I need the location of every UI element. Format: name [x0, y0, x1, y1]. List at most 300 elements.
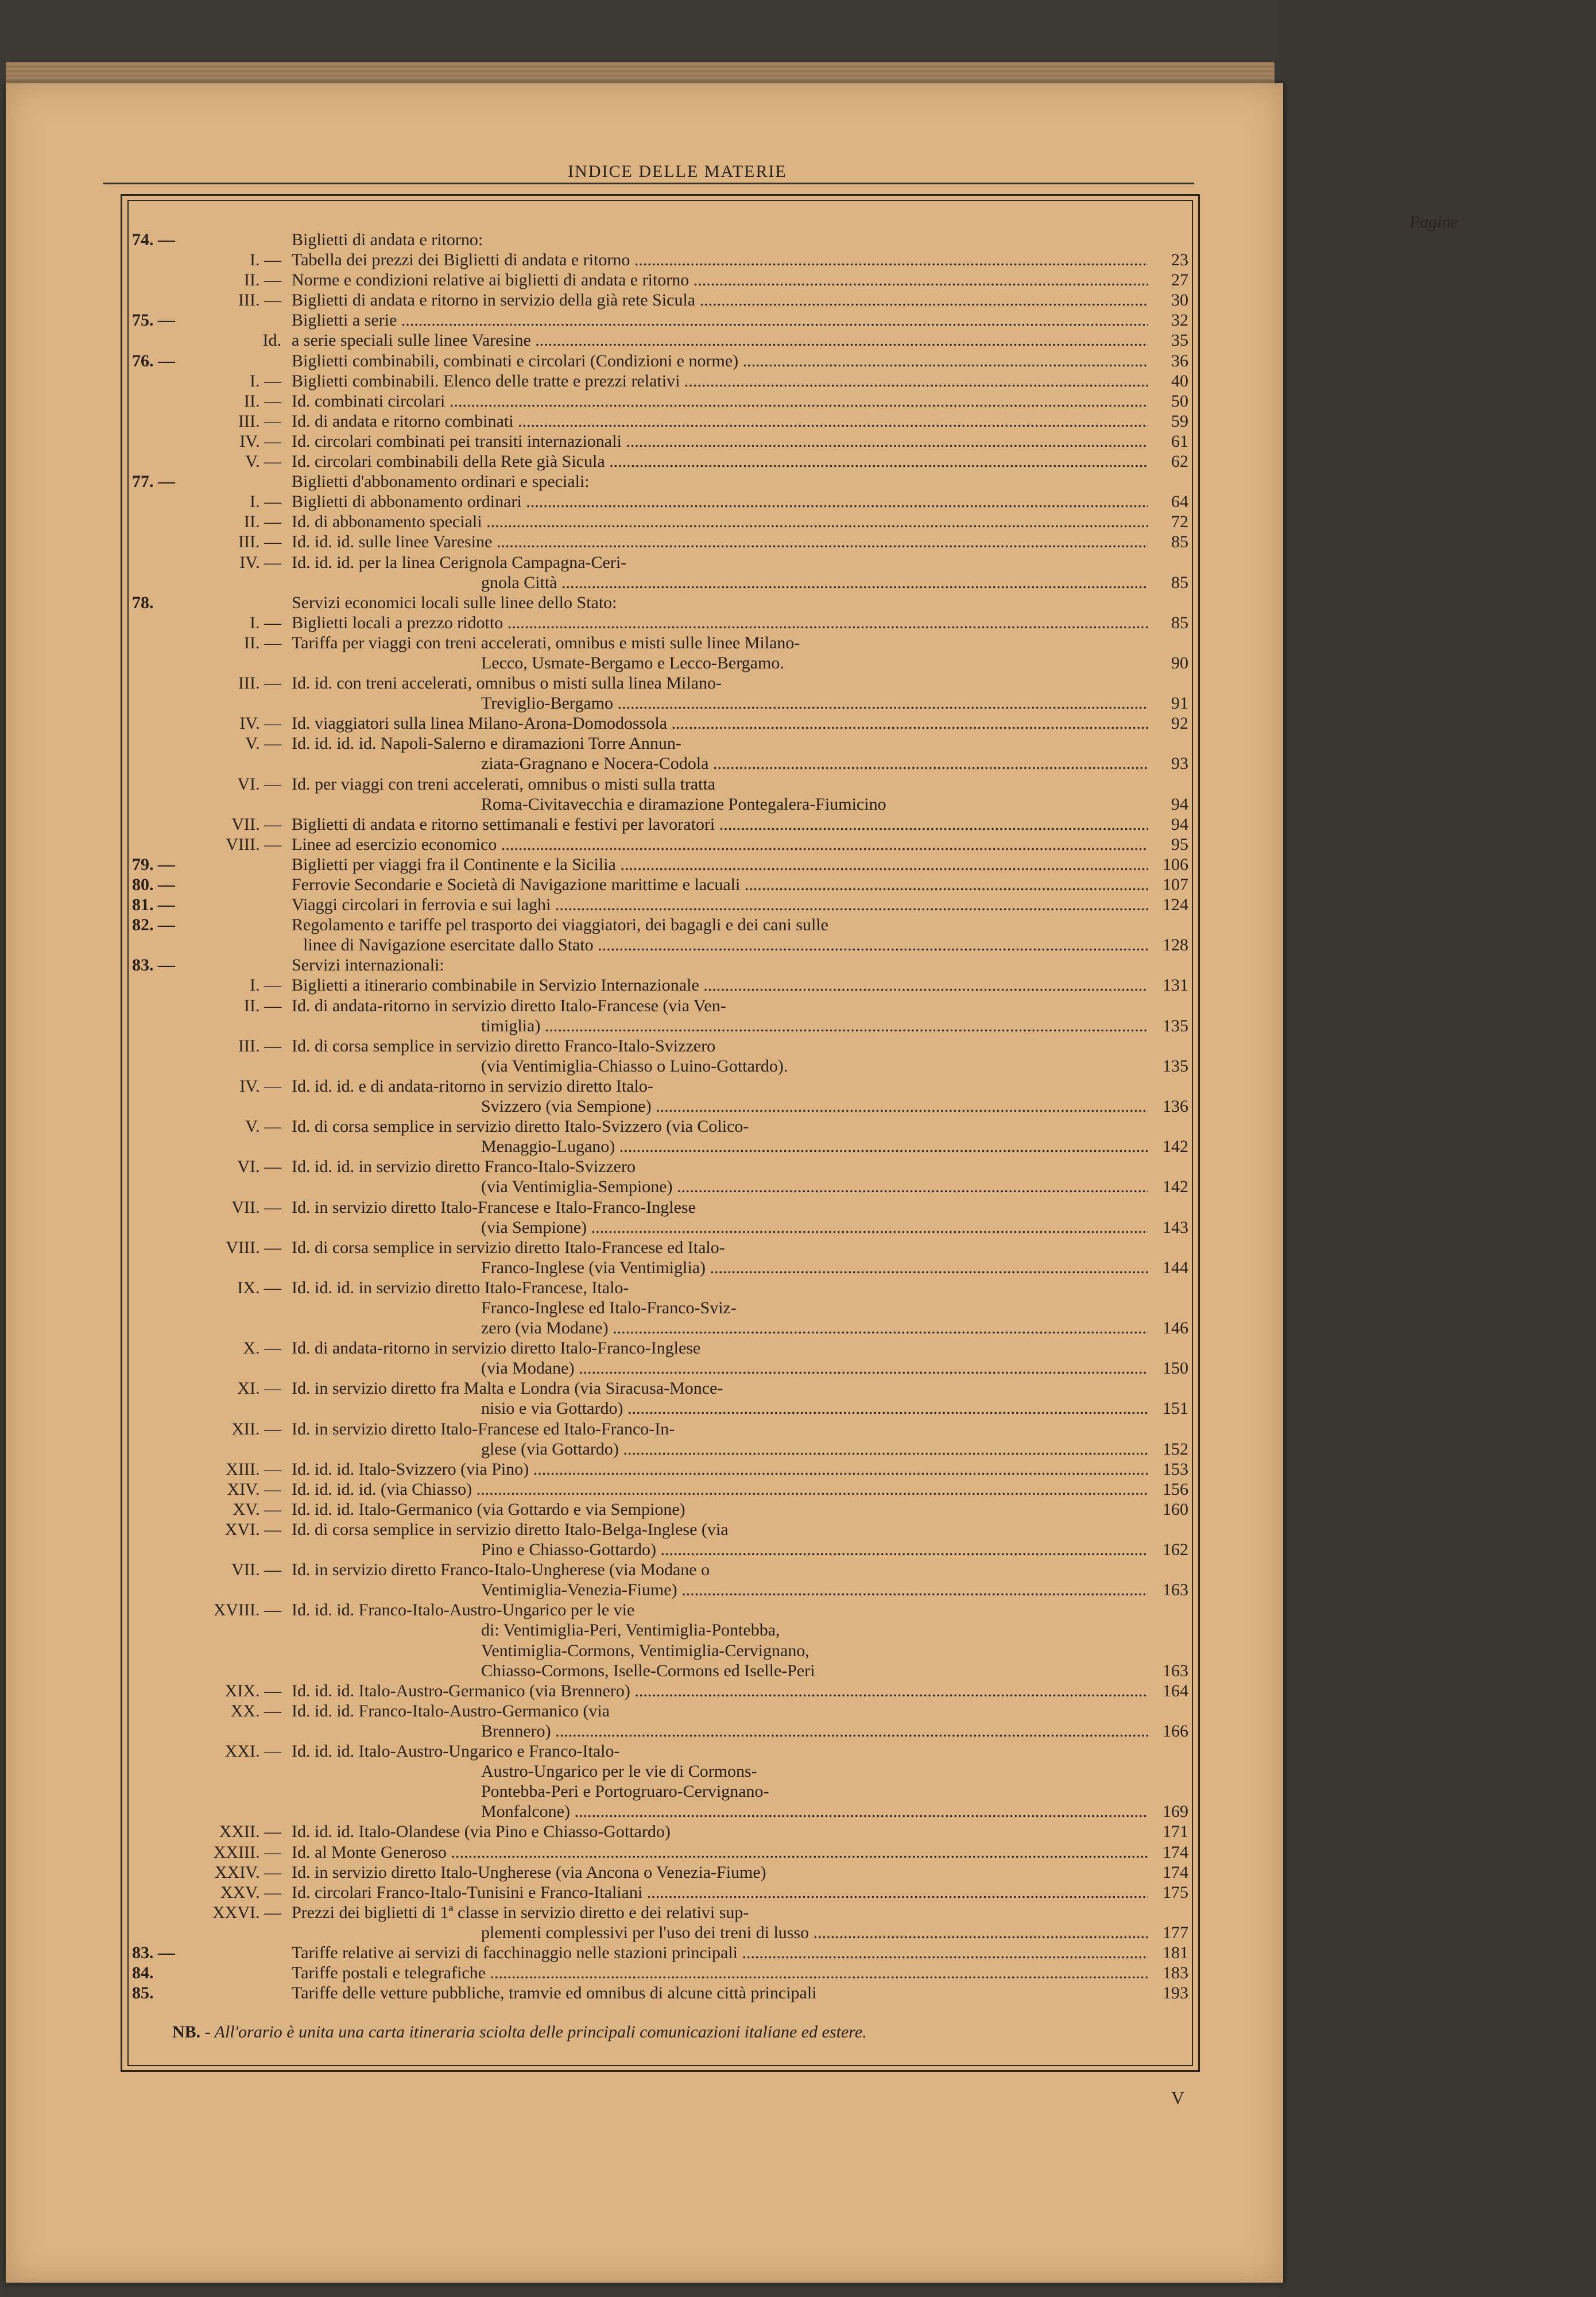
section-number — [132, 1661, 192, 1681]
subsection-number: XV. — — [233, 1499, 281, 1519]
footnote-label: NB. — [172, 2023, 201, 2041]
page-number: 128 — [1163, 935, 1188, 955]
page-number: 160 — [1163, 1499, 1188, 1519]
entry-title: timiglia) ..... — [292, 1016, 1148, 1036]
entry-title: Linee ad esercizio economico ..... — [292, 834, 1148, 854]
subsection-number: I. — — [250, 492, 281, 512]
toc-row — [132, 1096, 1188, 1116]
subsection-number: XXV. — — [220, 1882, 281, 1902]
section-number: 81. — — [132, 895, 175, 915]
toc-row — [132, 512, 1188, 532]
subsection-number: XIV. — — [227, 1479, 281, 1499]
section-number — [132, 451, 192, 471]
page-number: 32 — [1171, 311, 1188, 330]
page-number: 135 — [1163, 1056, 1188, 1076]
entry-title: Ventimiglia-Venezia-Fiume) ..... — [292, 1580, 1148, 1600]
entry-title: Prezzi dei biglietti di 1ª classe in servizio diretto e dei relativi sup- — [292, 1902, 749, 1922]
subsection-number: II. — — [244, 633, 281, 652]
section-number — [132, 1540, 192, 1560]
section-number — [132, 391, 192, 411]
subsection-number: I. — — [250, 371, 281, 390]
subsection-number — [192, 794, 292, 814]
section-number — [132, 290, 192, 310]
section-number — [132, 613, 192, 633]
page-number: 164 — [1163, 1681, 1188, 1700]
toc-row — [132, 1238, 1188, 1258]
section-number — [132, 1298, 192, 1318]
subsection-number — [192, 1580, 292, 1600]
page-number — [1148, 1741, 1188, 1761]
entry-title: Franco-Inglese (via Ventimiglia) ..... — [292, 1258, 1148, 1278]
toc-row — [132, 1560, 1188, 1580]
entry-title: (via Ventimiglia-Chiasso o Luino-Gottardo). — [481, 1056, 788, 1076]
subsection-number — [192, 1318, 292, 1338]
toc-row — [132, 1419, 1188, 1439]
entry-title: Norme e condizioni relative ai biglietti di andata e ritorno ..... — [292, 270, 1148, 290]
page-number: 62 — [1171, 452, 1188, 471]
entry-title: Id. di andata e ritorno combinati ..... — [292, 411, 1148, 431]
entry-title: Brennero) ..... — [292, 1721, 1148, 1741]
entry-title: di: Ventimiglia-Peri, Ventimiglia-Pontebba, — [481, 1621, 780, 1640]
subsection-number: Id. — [262, 331, 281, 350]
toc-row — [132, 411, 1188, 431]
toc-row — [132, 1056, 1188, 1076]
toc-row — [132, 1620, 1188, 1640]
page-number — [1148, 1781, 1188, 1801]
toc-row — [132, 1701, 1188, 1721]
entry-title: Franco-Inglese ed Italo-Franco-Sviz- — [481, 1298, 737, 1317]
page-number — [1148, 733, 1188, 753]
page-number: 107 — [1163, 875, 1188, 894]
entry-title: ziata-Gragnano e Nocera-Codola ..... — [292, 753, 1148, 774]
entry-title: Tariffe relative ai servizi di facchinaggio nelle stazioni principali ..... — [292, 1943, 1148, 1963]
entry-title: Id. di corsa semplice in servizio diretto Franco-Italo-Svizzero — [292, 1036, 716, 1055]
section-number — [132, 713, 192, 733]
subsection-number: II. — — [244, 391, 281, 411]
entry-title: Id. id. id. Italo-Austro-Germanico (via Brennero) ..... — [292, 1681, 1148, 1701]
subsection-number — [192, 351, 292, 371]
toc-row — [132, 1217, 1188, 1238]
section-number — [132, 1862, 192, 1882]
section-number — [132, 693, 192, 713]
entry-title: Id. in servizio diretto Italo-Francese ed Italo-Franco-In- — [292, 1419, 675, 1438]
section-number — [132, 1580, 192, 1600]
toc-row — [132, 875, 1188, 895]
entry-title: Biglietti a itinerario combinabile in Servizio Internazionale ..... — [292, 975, 1148, 995]
page-number — [1148, 1197, 1188, 1217]
toc-row — [132, 1540, 1188, 1560]
entry-title: Id. id. id. Italo-Svizzero (via Pino) ..... — [292, 1459, 1148, 1479]
page-number — [1148, 471, 1188, 492]
subsection-number — [192, 895, 292, 915]
entry-title: Chiasso-Cormons, Iselle-Cormons ed Iselle-Peri — [481, 1661, 815, 1680]
entry-title: Roma-Civitavecchia e diramazione Pontegalera-Fiumicino — [481, 794, 886, 814]
section-number — [132, 1096, 192, 1116]
toc-row — [132, 633, 1188, 653]
subsection-number — [192, 1721, 292, 1741]
section-number — [132, 371, 192, 391]
subsection-number: XIII. — — [226, 1459, 281, 1479]
entry-title: Id. id. con treni accelerati, omnibus o misti sulla linea Milano- — [292, 674, 722, 693]
toc-row — [132, 1499, 1188, 1519]
page-number: 92 — [1171, 714, 1188, 733]
toc-row — [132, 1076, 1188, 1096]
entry-title: Id. id. id. in servizio diretto Italo-Francese, Italo- — [292, 1278, 629, 1297]
subsection-number — [192, 573, 292, 593]
toc-row — [132, 753, 1188, 774]
entry-title: Id. di abbonamento speciali ..... — [292, 512, 1148, 532]
entry-title: Biglietti di abbonamento ordinari ..... — [292, 492, 1148, 512]
toc-row — [132, 270, 1188, 290]
toc-row — [132, 1338, 1188, 1358]
section-number — [132, 733, 192, 753]
page-number — [1148, 1560, 1188, 1580]
page-number: 94 — [1171, 794, 1188, 814]
subsection-number: III. — — [238, 532, 281, 552]
subsection-number: V. — — [245, 734, 281, 753]
page-number: 177 — [1163, 1923, 1188, 1942]
page-number — [1148, 955, 1188, 975]
toc-row — [132, 1983, 1188, 2003]
entry-title: plementi complessivi per l'uso dei treni di lusso ..... — [292, 1923, 1148, 1943]
entry-title: zero (via Modane) ..... — [292, 1318, 1148, 1338]
page-number — [1148, 1338, 1188, 1358]
section-number — [132, 673, 192, 693]
page-number: 90 — [1171, 653, 1188, 672]
toc-row — [132, 471, 1188, 492]
page-number — [1148, 1298, 1188, 1318]
entry-title: Id. id. id. id. (via Chiasso) ..... — [292, 1479, 1148, 1499]
toc-row — [132, 1842, 1188, 1862]
section-number — [132, 492, 192, 512]
toc-row — [132, 1681, 1188, 1701]
entry-title: nisio e via Gottardo) ..... — [292, 1398, 1148, 1418]
page-number — [1148, 1076, 1188, 1096]
toc-row — [132, 1862, 1188, 1882]
section-number — [132, 1801, 192, 1822]
entry-title: Biglietti combinabili, combinati e circolari (Condizioni e norme) ..... — [292, 351, 1148, 371]
entry-title: Tabella dei prezzi dei Biglietti di andata e ritorno ..... — [292, 250, 1148, 270]
subsection-number: IX. — — [237, 1278, 281, 1297]
section-number — [132, 250, 192, 270]
entry-title: Id. id. id. e di andata-ritorno in servizio diretto Italo- — [292, 1076, 653, 1096]
toc-row — [132, 673, 1188, 693]
toc-row — [132, 1318, 1188, 1338]
subsection-number — [192, 1923, 292, 1943]
page-number: 23 — [1171, 250, 1188, 270]
entry-title: Id. in servizio diretto Italo-Francese e Italo-Franco-Inglese — [292, 1197, 696, 1217]
toc-row — [132, 975, 1188, 995]
toc-row — [132, 1580, 1188, 1600]
toc-row — [132, 1600, 1188, 1620]
entry-title: Biglietti di andata e ritorno in servizio della già rete Sicula ..... — [292, 290, 1148, 310]
page-number: 193 — [1163, 1983, 1188, 2003]
subsection-number: XIX. — — [224, 1681, 281, 1700]
toc-row — [132, 1479, 1188, 1499]
entry-title: Id. id. id. Franco-Italo-Austro-Germanico (via — [292, 1701, 610, 1720]
toc-row — [132, 1197, 1188, 1217]
toc-row — [132, 492, 1188, 512]
entry-title: Ventimiglia-Cormons, Ventimiglia-Cervignano, — [481, 1641, 809, 1660]
section-number — [132, 512, 192, 532]
entry-title: Id. di corsa semplice in servizio diretto Italo-Francese ed Italo- — [292, 1238, 725, 1257]
entry-title: (via Modane) ..... — [292, 1358, 1148, 1378]
subsection-number: XI. — — [237, 1379, 281, 1398]
footnote-text: - All'orario è unita una carta itineraria sciolta delle principali comunicazioni italiane ed estere. — [204, 2023, 867, 2041]
subsection-number: V. — — [245, 452, 281, 471]
page-number — [1148, 633, 1188, 653]
page-number: 151 — [1163, 1399, 1188, 1418]
subsection-number — [192, 593, 292, 613]
toc-row — [132, 1741, 1188, 1761]
toc-row — [132, 774, 1188, 794]
section-number — [132, 1056, 192, 1076]
subsection-number — [192, 753, 292, 774]
subsection-number — [192, 955, 292, 975]
entry-title: Id. di andata-ritorno in servizio diretto Italo-Francese (via Ven- — [292, 996, 726, 1015]
entry-title: Monfalcone) ..... — [292, 1801, 1148, 1822]
entry-title: Tariffa per viaggi con treni accelerati, omnibus e misti sulle linee Milano- — [292, 633, 800, 652]
section-number — [132, 1721, 192, 1741]
subsection-number — [192, 1217, 292, 1238]
page-number — [1148, 1620, 1188, 1640]
subsection-number — [192, 1398, 292, 1418]
toc-row — [132, 1902, 1188, 1923]
section-number — [132, 653, 192, 673]
page-number: 163 — [1163, 1661, 1188, 1680]
toc-row — [132, 1801, 1188, 1822]
subsection-number — [192, 1801, 292, 1822]
toc-row — [132, 1016, 1188, 1036]
section-number: 79. — — [132, 854, 175, 874]
entry-title: Biglietti per viaggi fra il Continente e la Sicilia ..... — [292, 854, 1148, 875]
page-number — [1148, 1116, 1188, 1136]
section-number — [132, 1197, 192, 1217]
toc-row — [132, 613, 1188, 633]
toc-row — [132, 330, 1188, 350]
section-number — [132, 573, 192, 593]
section-number — [132, 1923, 192, 1943]
entry-title: Id. in servizio diretto fra Malta e Londra (via Siracusa-Monce- — [292, 1379, 723, 1398]
entry-title: a serie speciali sulle linee Varesine ..... — [292, 330, 1148, 350]
section-number — [132, 1600, 192, 1620]
subsection-number: XVI. — — [224, 1520, 281, 1539]
page-number: 174 — [1163, 1842, 1188, 1862]
entry-title: Biglietti d'abbonamento ordinari e speciali: — [292, 472, 590, 492]
page-number: 64 — [1171, 492, 1188, 512]
page-number: 166 — [1163, 1721, 1188, 1741]
subsection-number — [192, 1177, 292, 1197]
entry-title: Viaggi circolari in ferrovia e sui laghi ..... — [292, 895, 1148, 915]
toc-row — [132, 451, 1188, 471]
toc-row — [132, 854, 1188, 875]
subsection-number — [192, 1439, 292, 1459]
page-number — [1148, 774, 1188, 794]
entry-title: Id. circolari combinabili della Rete già Sicula ..... — [292, 451, 1148, 471]
section-number — [132, 270, 192, 290]
section-number — [132, 1822, 192, 1842]
toc-row — [132, 1761, 1188, 1781]
subsection-number: XXVI. — — [212, 1902, 281, 1922]
subsection-number: I. — — [250, 250, 281, 270]
toc-row — [132, 814, 1188, 834]
toc-row — [132, 573, 1188, 593]
subsection-number: XVIII. — — [213, 1600, 281, 1620]
subsection-number: XX. — — [230, 1701, 281, 1720]
page-number: 183 — [1163, 1963, 1188, 1983]
section-number — [132, 1620, 192, 1640]
section-number: 84. — [132, 1963, 154, 1983]
subsection-number — [192, 1963, 292, 1983]
page-number — [1148, 1419, 1188, 1439]
section-number — [132, 1741, 192, 1761]
section-number — [132, 1439, 192, 1459]
entry-title: Svizzero (via Sempione) ..... — [292, 1096, 1148, 1116]
entry-title: Servizi economici locali sulle linee dello Stato: — [292, 593, 617, 612]
entry-title: Id. circolari Franco-Italo-Tunisini e Franco-Italiani ..... — [292, 1882, 1148, 1902]
page-number: 175 — [1163, 1882, 1188, 1902]
section-number — [132, 975, 192, 995]
page-number: 93 — [1171, 754, 1188, 774]
subsection-number — [192, 854, 292, 875]
subsection-number — [192, 230, 292, 250]
entry-title: Austro-Ungarico per le vie di Cormons- — [481, 1762, 757, 1781]
page-number: 59 — [1171, 411, 1188, 431]
entry-title: Id. id. id. Franco-Italo-Austro-Ungarico per le vie — [292, 1600, 635, 1620]
toc-row — [132, 1459, 1188, 1479]
subsection-number — [192, 1781, 292, 1801]
page-number: 153 — [1163, 1459, 1188, 1479]
section-number — [132, 1781, 192, 1801]
section-number — [132, 1882, 192, 1902]
section-number — [132, 834, 192, 854]
subsection-number — [192, 1540, 292, 1560]
table-of-contents — [132, 230, 1188, 2003]
subsection-number: VII. — — [231, 814, 281, 834]
page-number — [1148, 230, 1188, 250]
pages-column-label: Pagine — [1409, 212, 1458, 231]
page-number — [1148, 1600, 1188, 1620]
entry-title: Id. id. id. id. Napoli-Salerno e diramazioni Torre Annun- — [292, 734, 681, 753]
entry-title: linee di Navigazione esercitate dallo Stato ..... — [292, 935, 1148, 955]
subsection-number: XXII. — — [219, 1822, 281, 1842]
section-number — [132, 1641, 192, 1661]
page-number — [1148, 1701, 1188, 1721]
subsection-number — [192, 1056, 292, 1076]
subsection-number: XII. — — [231, 1419, 281, 1438]
toc-row — [132, 1882, 1188, 1902]
toc-row — [132, 1923, 1188, 1943]
entry-title: Regolamento e tariffe pel trasporto dei viaggiatori, dei bagagli e dei cani sulle — [292, 915, 828, 935]
page-number: 135 — [1163, 1016, 1188, 1035]
toc-row — [132, 895, 1188, 915]
page-number — [1148, 673, 1188, 693]
section-number — [132, 1479, 192, 1499]
page-number: 156 — [1163, 1479, 1188, 1499]
section-number: 74. — — [132, 230, 175, 249]
toc-row — [132, 431, 1188, 451]
subsection-number — [192, 653, 292, 673]
entry-title: Id. combinati circolari ..... — [292, 391, 1148, 411]
entry-title: Pontebba-Peri e Portogruaro-Cervignano- — [481, 1782, 769, 1801]
toc-row — [132, 713, 1188, 733]
subsection-number — [192, 1258, 292, 1278]
entry-title: Biglietti a serie ..... — [292, 310, 1148, 330]
subsection-number: V. — — [245, 1117, 281, 1136]
page-number — [1148, 1036, 1188, 1056]
section-number — [132, 1338, 192, 1358]
subsection-number: I. — — [250, 976, 281, 995]
section-number — [132, 1842, 192, 1862]
subsection-number — [192, 875, 292, 895]
toc-row — [132, 1358, 1188, 1378]
page-number — [1148, 1278, 1188, 1298]
subsection-number — [192, 1358, 292, 1378]
section-number: 75. — — [132, 311, 175, 330]
section-number: 82. — — [132, 915, 175, 935]
page-number — [1148, 1238, 1188, 1258]
page-number: 85 — [1171, 573, 1188, 592]
section-number — [132, 753, 192, 774]
page-number: 36 — [1171, 351, 1188, 370]
section-number: 76. — — [132, 351, 175, 370]
page-number — [1148, 1761, 1188, 1781]
toc-row — [132, 1398, 1188, 1418]
section-number — [132, 1177, 192, 1197]
toc-row — [132, 1641, 1188, 1661]
toc-row — [132, 1963, 1188, 1983]
entry-title: Id. per viaggi con treni accelerati, omnibus o misti sulla tratta — [292, 774, 716, 794]
entry-title: Id. di corsa semplice in servizio diretto Italo-Svizzero (via Colico- — [292, 1117, 749, 1136]
toc-row — [132, 552, 1188, 573]
page-number — [1148, 552, 1188, 573]
page-number: 72 — [1171, 512, 1188, 532]
page-number — [1148, 1641, 1188, 1661]
section-number — [132, 1499, 192, 1519]
subsection-number — [192, 1016, 292, 1036]
entry-title: Id. id. id. per la linea Cerignola Campagna-Ceri- — [292, 552, 627, 572]
toc-row — [132, 532, 1188, 552]
subsection-number — [192, 1943, 292, 1963]
page-number: 152 — [1163, 1439, 1188, 1459]
subsection-number — [192, 1983, 292, 2003]
page-number — [1148, 996, 1188, 1016]
page-folio: V — [1171, 2087, 1185, 2108]
section-number — [132, 1217, 192, 1238]
toc-row — [132, 1378, 1188, 1398]
page-number — [1148, 1519, 1188, 1540]
toc-row — [132, 391, 1188, 411]
page-number: 146 — [1163, 1318, 1188, 1338]
section-number — [132, 1419, 192, 1439]
section-number — [132, 1681, 192, 1701]
page-number: 163 — [1163, 1580, 1188, 1600]
section-number: 83. — — [132, 1943, 175, 1962]
page-number: 40 — [1171, 371, 1188, 390]
subsection-number: VI. — — [237, 1157, 281, 1177]
subsection-number — [192, 1661, 292, 1681]
subsection-number: IV. — — [239, 552, 281, 572]
section-number — [132, 1358, 192, 1378]
subsection-number — [192, 1298, 292, 1318]
toc-row — [132, 653, 1188, 673]
toc-row — [132, 1177, 1188, 1197]
section-number: 80. — — [132, 875, 175, 894]
page-number: 91 — [1171, 694, 1188, 713]
page-number: 131 — [1163, 976, 1188, 995]
entry-title: Id. di corsa semplice in servizio diretto Italo-Belga-Inglese (via — [292, 1520, 729, 1539]
toc-row — [132, 290, 1188, 310]
